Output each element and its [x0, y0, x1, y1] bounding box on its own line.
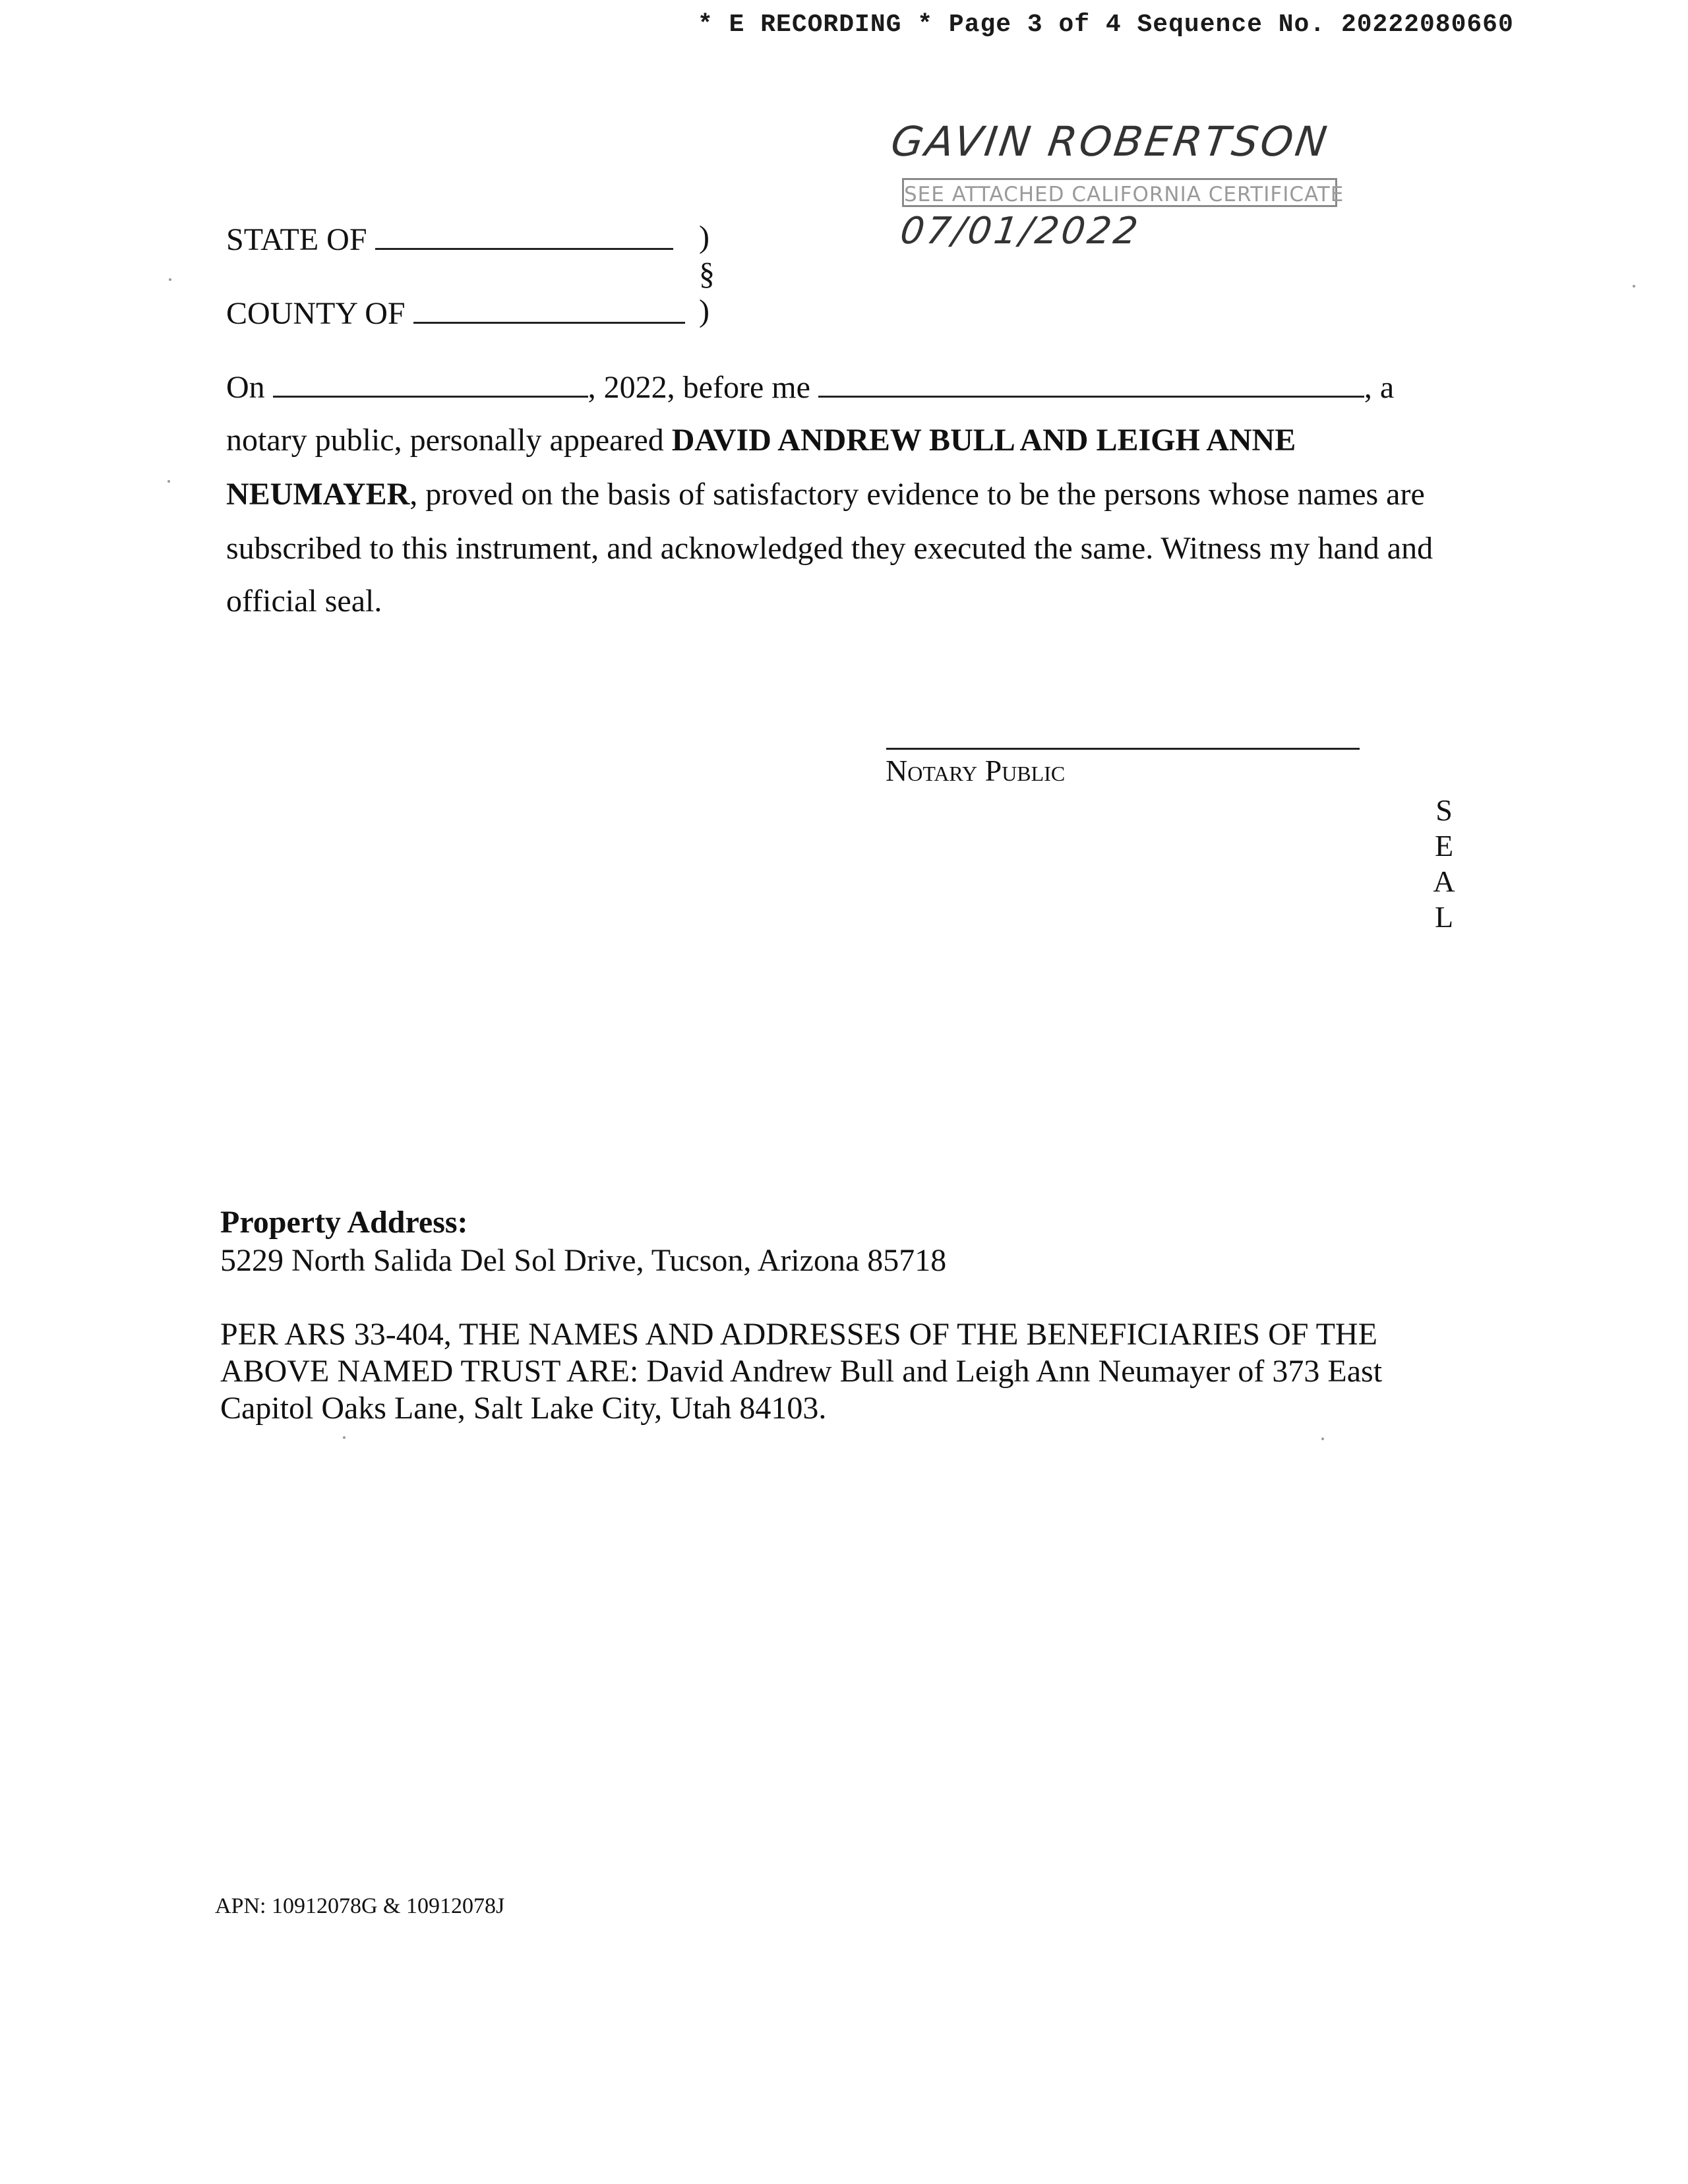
ack-line-3 — [226, 479, 1425, 510]
state-of-row — [226, 222, 673, 256]
ack-on: On — [226, 370, 265, 405]
ack-grantors-names: DAVID ANDREW BULL AND LEIGH ANNE — [671, 423, 1296, 458]
ack-line-2 — [226, 425, 1296, 456]
venue-paren-bottom: ) — [699, 293, 709, 328]
beneficiaries-line-1: PER ARS 33-404, THE NAMES AND ADDRESSES OF THE BENEFICIARIES OF THE — [220, 1317, 1377, 1352]
ack-line-3-rest: , proved on the basis of satisfactory evidence to be the persons whose names are — [409, 477, 1425, 512]
property-address: 5229 North Salida Del Sol Drive, Tucson, Arizona 85718 — [220, 1243, 947, 1278]
venue-paren-top: ) — [699, 220, 709, 255]
state-label: STATE OF — [226, 222, 367, 257]
recording-header: * E RECORDING * Page 3 of 4 Sequence No. 20222080660 — [698, 11, 1514, 39]
seal-letter: E — [1434, 829, 1454, 863]
state-blank — [375, 222, 673, 250]
ack-grantor-surname: NEUMAYER — [226, 477, 410, 512]
scan-speck — [343, 1436, 346, 1439]
county-blank — [413, 295, 685, 324]
ack-year: , 2022, before me — [588, 370, 810, 405]
beneficiaries-line-2: ABOVE NAMED TRUST ARE: David Andrew Bull and Leigh Ann Neumayer of 373 East — [220, 1354, 1383, 1389]
ack-a: , a — [1364, 370, 1395, 405]
notary-signature-line — [886, 748, 1360, 750]
county-label: COUNTY OF — [226, 296, 406, 331]
ack-line-1 — [226, 369, 1394, 404]
seal-letter: A — [1433, 864, 1455, 898]
scan-speck — [169, 278, 171, 281]
seal-placeholder — [1431, 793, 1457, 935]
date-blank — [273, 369, 588, 398]
scan-speck — [1633, 285, 1635, 288]
apn-number: APN: 10912078G & 10912078J — [215, 1894, 505, 1918]
section-symbol: § — [699, 257, 715, 291]
seal-letter: S — [1435, 793, 1453, 827]
notary-name-blank — [818, 369, 1364, 398]
california-certificate-stamp: SEE ATTACHED CALIFORNIA CERTIFICATE — [902, 178, 1337, 207]
notary-public-label: Notary Public — [886, 754, 1066, 787]
handwritten-date: 07/01/2022 — [897, 210, 1143, 253]
beneficiaries-line-3: Capitol Oaks Lane, Salt Lake City, Utah 84103. — [220, 1391, 827, 1426]
ack-line-4: subscribed to this instrument, and acknowledged they executed the same. Witness my hand and — [226, 531, 1433, 566]
property-address-heading: Property Address: — [220, 1205, 468, 1240]
seal-letter: L — [1434, 900, 1454, 934]
handwritten-name: GAVIN ROBERTSON — [888, 117, 1333, 166]
ack-line-2-prefix: notary public, personally appeared — [226, 423, 672, 458]
ack-line-5: official seal. — [226, 584, 382, 619]
scan-speck — [167, 480, 170, 483]
scan-speck — [1321, 1438, 1324, 1440]
county-of-row — [226, 295, 685, 330]
